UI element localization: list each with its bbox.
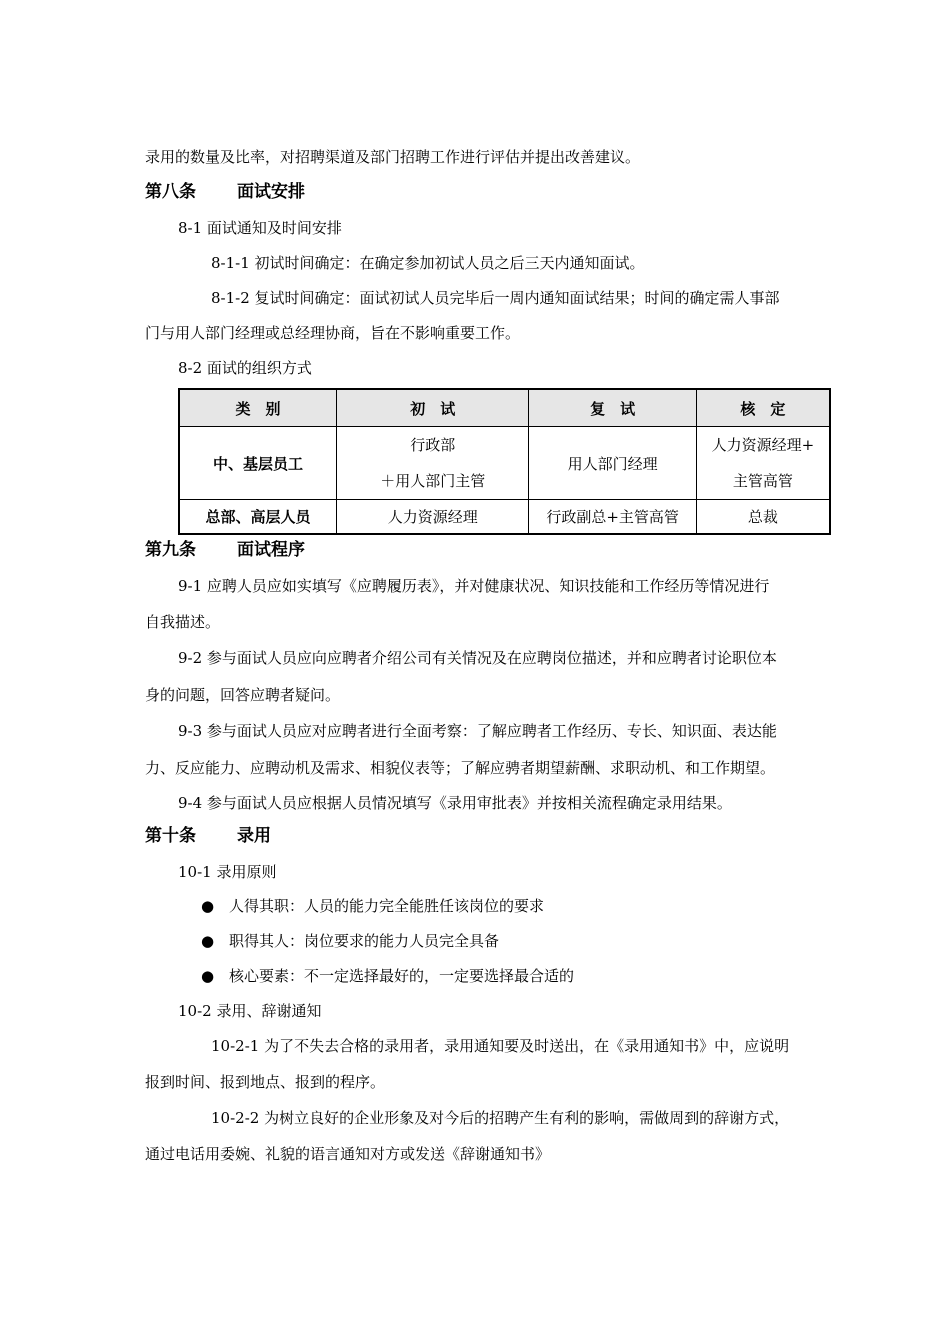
list-item	[201, 966, 574, 986]
clause-10-2-2-line1: 10-2-2 为树立良好的企业形象及对今后的招聘产生有利的影响，需做周到的辞谢方式，	[211, 1109, 790, 1127]
clause-9-1-line1: 9-1 应聘人员应如实填写《应聘履历表》，并对健康状况、知识技能和工作经历等情况进行	[178, 577, 770, 595]
article-8-title: 面试安排	[237, 182, 305, 202]
row1-final-approval	[696, 427, 830, 500]
section-10-1-heading: 10-1 录用原则	[178, 863, 277, 881]
table-row	[179, 427, 830, 500]
article-9-heading	[145, 539, 305, 561]
clause-10-2-2-line2: 通过电话用委婉、礼貌的语言通知对方或发送《辞谢通知书》	[145, 1145, 551, 1163]
section-10-2-heading: 10-2 录用、辞谢通知	[178, 1002, 322, 1020]
row2-second-interview: 行政副总+主管高管	[529, 500, 696, 534]
article-10-number: 第十条	[145, 826, 196, 846]
article-9-title: 面试程序	[237, 540, 305, 560]
header-category: 类 别	[179, 389, 337, 427]
clause-8-1-1: 8-1-1 初试时间确定：在确定参加初试人员之后三天内通知面试。	[211, 254, 645, 272]
bullet-text: 人得其职：人员的能力完全能胜任该岗位的要求	[229, 897, 545, 915]
row2-first-interview: 人力资源经理	[337, 500, 529, 534]
header-final-approval: 核 定	[696, 389, 830, 427]
list-item	[201, 931, 499, 951]
row1-first-line1: 行政部	[410, 436, 456, 454]
article-9-number: 第九条	[145, 540, 196, 560]
section-8-1-heading: 8-1 面试通知及时间安排	[178, 219, 342, 237]
clause-9-1-line2: 自我描述。	[145, 613, 221, 631]
row1-final-line1: 人力资源经理+	[711, 436, 815, 454]
bullet-icon: ●	[201, 967, 215, 985]
table-row	[179, 500, 830, 534]
bullet-text: 职得其人：岗位要求的能力人员完全具备	[229, 932, 500, 950]
article-10-heading	[145, 825, 271, 847]
bullet-icon: ●	[201, 897, 215, 915]
row2-category: 总部、高层人员	[179, 500, 337, 534]
header-second-interview: 复 试	[529, 389, 696, 427]
header-first-interview: 初 试	[337, 389, 529, 427]
list-item	[201, 896, 544, 916]
row1-second-interview: 用人部门经理	[529, 427, 696, 500]
row2-final-approval: 总裁	[696, 500, 830, 534]
section-8-2-heading: 8-2 面试的组织方式	[178, 359, 312, 377]
clause-10-2-1-line2: 报到时间、报到地点、报到的程序。	[145, 1073, 386, 1091]
interview-organization-table	[178, 388, 831, 535]
article-8-number: 第八条	[145, 182, 196, 202]
article-10-title: 录用	[237, 826, 271, 846]
clause-9-2-line2: 身的问题，回答应聘者疑问。	[145, 686, 341, 704]
clause-10-2-1-line1: 10-2-1 为了不失去合格的录用者，录用通知要及时送出，在《录用通知书》中，应说明	[211, 1037, 790, 1055]
row1-final-line2: 主管高管	[732, 472, 793, 490]
clause-9-2-line1: 9-2 参与面试人员应向应聘者介绍公司有关情况及在应聘岗位描述，并和应聘者讨论职位本	[178, 649, 777, 667]
row1-first-line2: ＋用人部门主管	[380, 472, 486, 490]
clause-9-3-line1: 9-3 参与面试人员应对应聘者进行全面考察：了解应聘者工作经历、专长、知识面、表达能	[178, 722, 777, 740]
clause-8-1-2-line1: 8-1-2 复试时间确定：面试初试人员完毕后一周内通知面试结果；时间的确定需人事部	[211, 289, 780, 307]
bullet-text: 核心要素：不一定选择最好的，一定要选择最合适的	[229, 967, 575, 985]
article-8-heading	[145, 181, 305, 203]
clause-9-4: 9-4 参与面试人员应根据人员情况填写《录用审批表》并按相关流程确定录用结果。	[178, 794, 732, 812]
row1-category: 中、基层员工	[179, 427, 337, 500]
table-header-row	[179, 389, 830, 427]
bullet-icon: ●	[201, 932, 215, 950]
intro-line: 录用的数量及比率，对招聘渠道及部门招聘工作进行评估并提出改善建议。	[145, 148, 641, 166]
clause-9-3-line2: 力、反应能力、应聘动机及需求、相貌仪表等；了解应骋者期望薪酬、求职动机、和工作期望。	[145, 759, 776, 777]
row1-first-interview	[337, 427, 529, 500]
clause-8-1-2-line2: 门与用人部门经理或总经理协商，旨在不影响重要工作。	[145, 324, 521, 342]
